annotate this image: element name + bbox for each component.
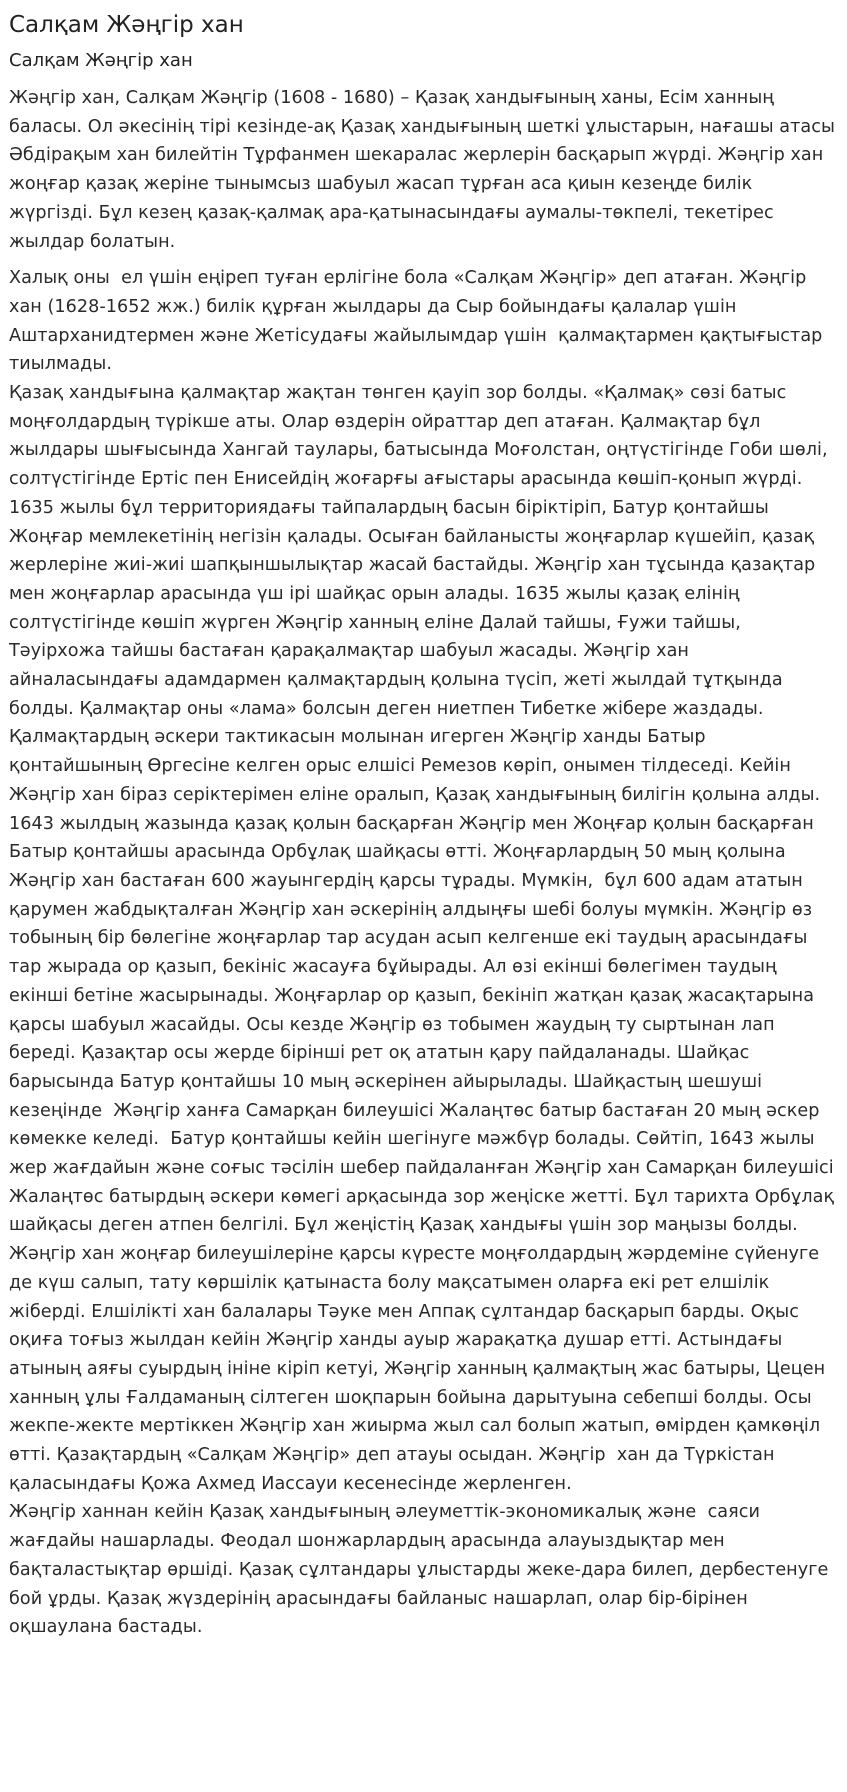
paragraph-intro: Жәңгір хан, Салқам Жәңгір (1608 - 1680) – Қазақ хандығының ханы, Есім ханның баласы. Ол әкесінің тірі кезінде-ақ Қазақ хандығының шеткі ұлыстарын, нағашы атасы Әбдірақым хан билейтін Тұрфанмен шекаралас жерлерін басқарып жүрді. Жәңгір хан жоңғар қазақ жеріне тынымсыз шабуыл жасап тұрған аса қиын кезеңде билік жүргізді. Бұл кезең қазақ-қалмақ ара-қатынасындағы аумалы-төкпелі, текетірес жылдар болатын.	[9, 88, 841, 252]
paragraph-body: Халық оны ел үшін еңіреп туған ерлігіне бола «Салқам Жәңгір» деп атаған. Жәңгір хан (1628-1652 жж.) билік құрған жылдары да Сыр бойындағы қалалар үшін Аштарханидтермен және Жетісудағы жайылымдар үшін қалмақтармен қақтығыстар тиылмады. Қазақ хандығына қалмақтар жақтан төнген қауіп зор болды. «Қалмақ» сөзі батыс моңғолдардың түрікше аты. Олар өздерін ойраттар деп атаған. Қалмақтар бұл жылдары шығысында Хангай таулары, батысында Моғолстан, оңтүстігінде Гоби шөлі, солтүстігінде Ертіс пен Енисейдің жоғарғы ағыстары арасында көшіп-қонып жүрді. 1635 жылы бұл территориядағы тайпалардың басын біріктіріп, Батур қонтайшы Жоңғар мемлекетінің негізін қалады. Осыған байланысты жоңғарлар күшейіп, қазақ жерлеріне жиі-жиі шапқыншылықтар жасай бастайды. Жәңгір хан тұсында қазақтар мен жоңғарлар арасында үш ірі шайқас орын алады. 1635 жылы қазақ елінің солтүстігінде көшіп жүрген Жәңгір ханның еліне Далай тайшы, Ғужи тайшы, Тәуірхожа тайшы бастаған қарақалмақтар шабуыл жасады. Жәңгір хан айналасындағы адамдармен қалмақтардың қолына түсіп, жеті жылдай тұтқында болды. Қалмақтар оны «лама» болсын деген ниетпен Тибетке жібере жаздады. Қалмақтардың әскери тактикасын молынан игерген Жәңгір ханды Батыр қонтайшының Өргесіне келген орыс елшісі Ремезов көріп, онымен тілдеседі. Кейін Жәңгір хан біраз серіктерімен еліне оралып, Қазақ хандығының билігін қолына алды. 1643 жылдың жазында қазақ қолын басқарған Жәңгір мен Жоңғар қолын басқарған Батыр қонтайшы арасында Орбұлақ шайқасы өтті. Жоңғарлардың 50 мың қолына Жәңгір хан бастаған 600 жауынгердің қарсы тұрады. Мүмкін, бұл 600 адам ататын қарумен жабдықталған Жәңгір хан әскерінің алдыңғы шебі болуы мүмкін. Жәңгір өз тобының бір бөлегіне жоңғарлар тар асудан асып келгенше екі таудың арасындағы тар жырада ор қазып, бекініс жасауға бұйырады. Ал өзі екінші бөлегімен таудың екінші бетіне жасырынады. Жоңғарлар ор қазып, бекініп жатқан қазақ жасақтарына қарсы шабуыл жасайды. Осы кезде Жәңгір өз тобымен жаудың ту сыртынан лап береді. Қазақтар осы жерде бірінші рет оқ ататын қару пайдаланады. Шайқас барысында Батур қонтайшы 10 мың әскерінен айырылады. Шайқастың шешуші кезеңінде Жәңгір ханға Самарқан билеушісі Жалаңтөс батыр бастаған 20 мың әскер көмекке келеді. Батур қонтайшы кейін шегінуге мәжбүр болады. Сөйтіп, 1643 жылы жер жағдайын және соғыс тәсілін шебер пайдаланған Жәңгір хан Самарқан билеушісі Жалаңтөс батырдың әскери көмегі арқасында зор жеңіске жетті. Бұл тарихта Орбұлақ шайқасы деген атпен белгілі. Бұл жеңістің Қазақ хандығы үшін зор маңызы болды. Жәңгір хан жоңғар билеушілеріне қарсы күресте моңғолдардың жәрдеміне сүйенуге де күш салып, тату көршілік қатынаста болу мақсатымен оларға екі рет елшілік жіберді. Елшілікті хан балалары Тәуке мен Аппақ сұлтандар басқарып барды. Оқыс оқиға тоғыз жылдан кейін Жәңгір ханды ауыр жарақатқа душар етті. Астындағы атының аяғы суырдың ініне кіріп кетуі, Жәңгір ханның қалмақтың жас батыры, Цецен ханның ұлы Ғалдаманың сілтеген шоқпарын бойына дарытуына себепші болды. Осы жекпе-жекте мертіккен Жәңгір хан жиырма жыл сал болып жатып, өмірден қамкөңіл өтті. Қазақтардың «Салқам Жәңгір» деп атауы осыдан. Жәңгір хан да Түркістан қаласындағы Қожа Ахмед Иассауи кесенесінде жерленген. Жәңгір ханнан кейін Қазақ хандығының әлеуметтік-экономикалық және саяси жағдайы нашарлады. Феодал шонжарлардың арасында алауыздықтар мен бақталастықтар өршіді. Қазақ сұлтандары ұлыстарды жеке-дара билеп, дербестенуге бой ұрды. Қазақ жүздерінің арасындағы байланыс нашарлап, олар бір-бірінен оқшаулана бастады.	[9, 268, 835, 1638]
paragraph-gap	[9, 256, 838, 264]
page-title: Салқам Жәңгір хан	[9, 12, 244, 38]
article-subtitle: Салқам Жәңгір хан	[9, 50, 193, 71]
